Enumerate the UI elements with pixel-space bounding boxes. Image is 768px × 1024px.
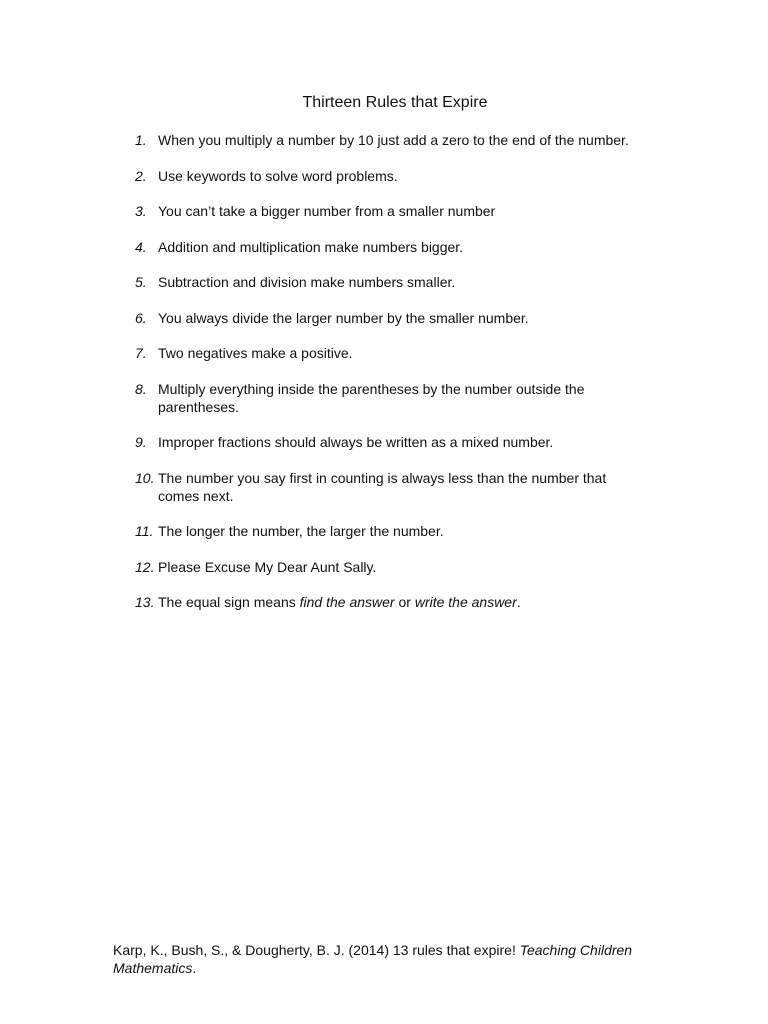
rule-number: 1. [135,132,147,148]
rule-text: Subtraction and division make numbers smaller. [158,274,456,290]
rule-text: Multiply everything inside the parentheses by the number outside the parentheses. [158,380,585,415]
list-item [0,558,648,576]
rule-text: You always divide the larger number by the smaller number. [158,309,529,326]
rule-text: When you multiply a number by 10 just add a zero to the end of the number. [158,132,629,148]
rule-number: 2. [135,167,147,184]
rule-number: 13. [135,594,155,610]
citation [113,941,673,977]
rule-number: 12. [135,558,155,575]
rule-text: Please Excuse My Dear Aunt Sally. [158,558,377,575]
list-item [0,309,648,327]
rule-number: 11. [135,523,154,539]
rule-text: Use keywords to solve word problems. [158,167,398,184]
list-item [0,131,648,149]
citation-authors: Karp, K., Bush, S., & Dougherty, B. J. (2014) 13 rules that expire! [113,942,520,958]
list-item [0,469,648,505]
rule-text [158,594,521,610]
list-item [0,344,648,362]
rule-text-end: . [516,594,521,610]
list-item [0,522,648,540]
list-item [0,433,648,451]
citation-end: . [192,960,197,976]
list-item [0,238,648,256]
rule-number: 7. [135,345,147,361]
rule-number: 6. [135,309,147,326]
rule-text: Improper fractions should always be written as a mixed number. [158,434,554,450]
list-item [0,593,648,611]
rule-number: 8. [135,380,147,397]
rule-text: You can’t take a bigger number from a smaller number [158,203,496,219]
rule-number: 9. [135,434,147,450]
rule-number: 10. [135,469,155,486]
document-title: Thirteen Rules that Expire [302,94,488,111]
list-item [0,202,648,220]
rule-number: 5. [135,274,147,290]
rule-text-start: The equal sign means [158,594,300,610]
list-item [0,273,648,291]
rule-text-or: or [394,594,415,610]
rule-text: Addition and multiplication make numbers bigger. [158,238,464,255]
rule-text: Two negatives make a positive. [158,345,353,361]
rule-number: 3. [135,203,147,219]
list-item [0,167,648,185]
rule-text: The longer the number, the larger the number. [158,523,444,539]
rule-text: The number you say first in counting is always less than the number that comes next. [158,469,607,504]
rule-number: 4. [135,238,147,255]
emphasis-find-the-answer: find the answer [299,594,395,610]
emphasis-write-the-answer: write the answer [414,594,517,610]
rules-list [0,131,648,629]
list-item [0,380,648,416]
citation-journal: Teaching Children Mathematics [113,942,633,976]
